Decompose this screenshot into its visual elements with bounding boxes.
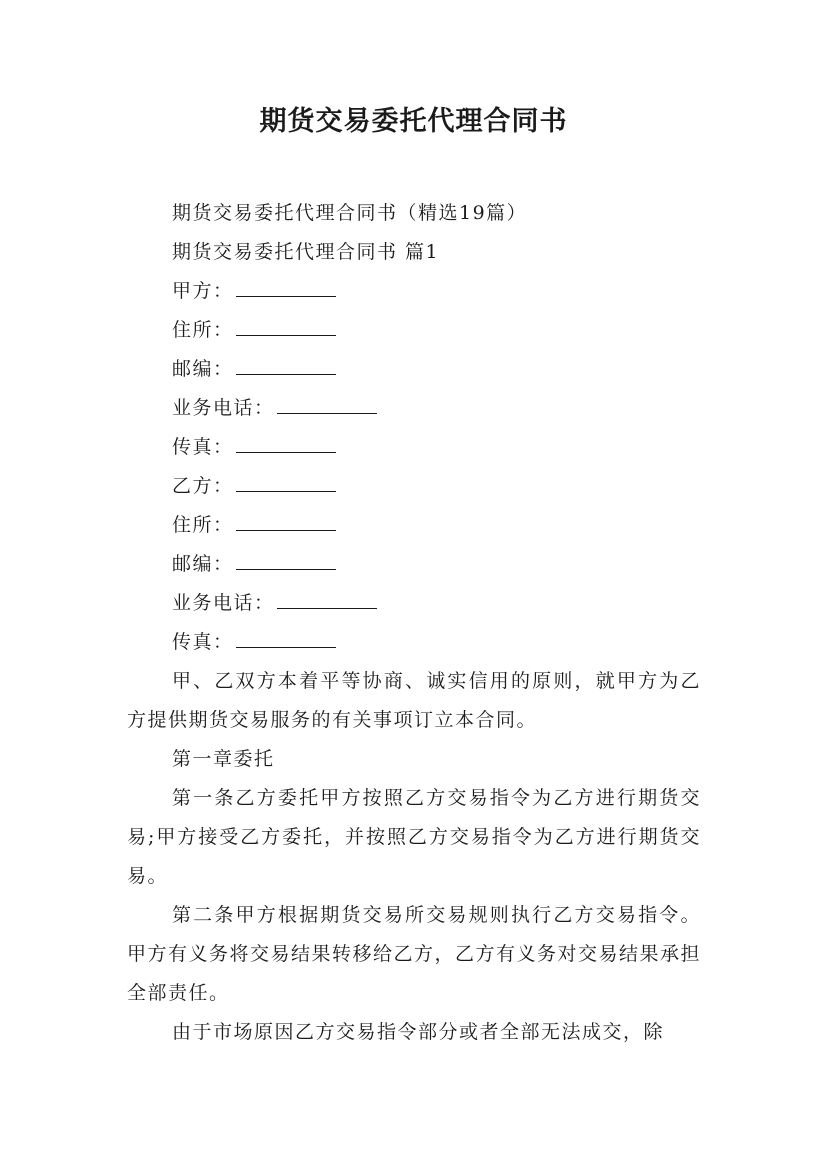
party-a-address-field [127, 311, 701, 350]
party-a-fax-label: 传真： [172, 436, 234, 458]
party-a-name-field [127, 272, 701, 311]
party-b-address-label: 住所： [172, 514, 234, 536]
chapter-heading: 第一章委托 [172, 748, 275, 770]
party-b-postcode-blank [236, 547, 336, 570]
party-a-fax-blank [236, 430, 336, 453]
section-heading: 期货交易委托代理合同书 篇1 [172, 241, 440, 263]
party-b-name-label: 乙方： [172, 475, 234, 497]
party-b-fax-blank [236, 625, 336, 648]
party-b-phone-blank [277, 586, 377, 609]
party-a-postcode-label: 邮编： [172, 358, 234, 380]
article-2-paragraph: 第二条甲方根据期货交易所交易规则执行乙方交易指令。甲方有义务将交易结果转移给乙方，乙方有义务对交易结果承担全部责任。 [127, 904, 702, 1004]
party-a-phone-field [127, 389, 701, 428]
party-a-postcode-blank [236, 352, 336, 375]
party-a-name-label: 甲方： [172, 280, 234, 302]
document-body [127, 194, 701, 1052]
intro-paragraph: 甲、乙双方本着平等协商、诚实信用的原则，就甲方为乙方提供期货交易服务的有关事项订立本合同。 [127, 670, 701, 731]
document-title: 期货交易委托代理合同书 [259, 106, 568, 137]
party-a-fax-field [127, 428, 701, 467]
party-a-address-blank [236, 313, 336, 336]
party-a-phone-blank [277, 391, 377, 414]
party-b-phone-label: 业务电话： [172, 592, 275, 614]
party-b-address-blank [236, 508, 336, 531]
party-b-name-field [127, 467, 701, 506]
party-a-name-blank [236, 274, 336, 297]
subtitle-line: 期货交易委托代理合同书（精选19篇） [172, 202, 528, 224]
party-b-postcode-label: 邮编： [172, 553, 234, 575]
party-b-fax-field [127, 623, 701, 662]
party-a-postcode-field [127, 350, 701, 389]
party-b-phone-field [127, 584, 701, 623]
partial-paragraph: 由于市场原因乙方交易指令部分或者全部无法成交，除 [172, 1021, 665, 1043]
party-b-address-field [127, 506, 701, 545]
party-a-phone-label: 业务电话： [172, 397, 275, 419]
party-b-name-blank [236, 469, 336, 492]
party-a-address-label: 住所： [172, 319, 234, 341]
article-1-paragraph: 第一条乙方委托甲方按照乙方交易指令为乙方进行期货交易;甲方接受乙方委托，并按照乙方交易指令为乙方进行期货交易。 [127, 787, 701, 887]
party-b-fax-label: 传真： [172, 631, 234, 653]
party-b-postcode-field [127, 545, 701, 584]
